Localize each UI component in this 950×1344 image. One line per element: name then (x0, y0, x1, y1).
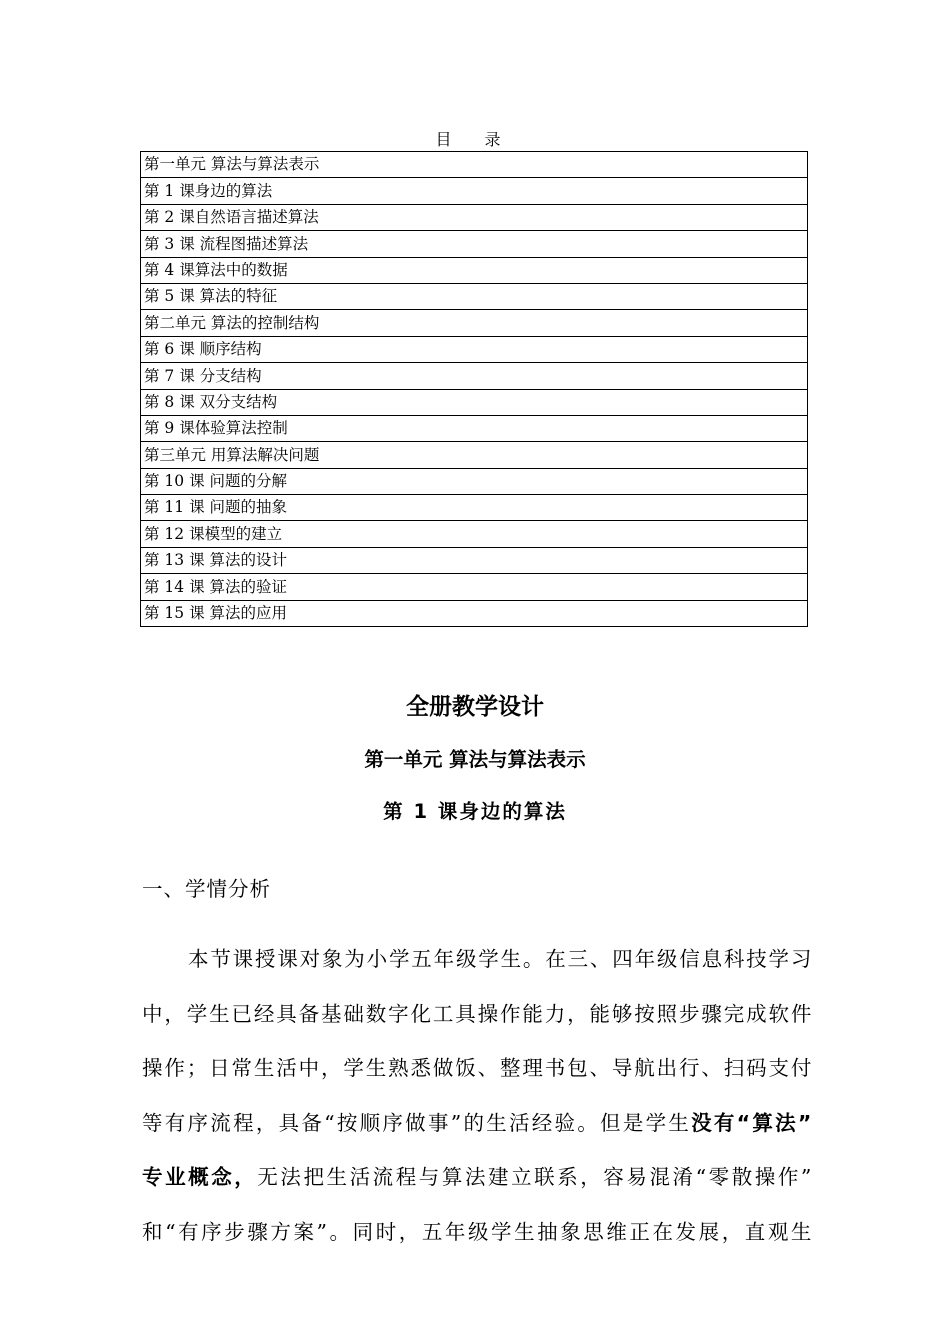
toc-row (141, 283, 808, 309)
toc-row (141, 336, 808, 362)
toc-row (141, 495, 808, 521)
toc-row (141, 204, 808, 230)
toc-row (141, 363, 808, 389)
toc-table (140, 151, 808, 627)
paragraph-line: 操作；日常生活中，学生熟悉做饭、整理书包、导航出行、扫码支付 (142, 1056, 812, 1080)
toc-entry: 第 4 课算法中的数据 (141, 257, 808, 283)
toc-title: 目 录 (435, 130, 515, 149)
toc-row (141, 257, 808, 283)
paragraph-line: 本节课授课对象为小学五年级学生。在三、四年级信息科技学习 (188, 947, 812, 971)
toc-entry: 第 7 课 分支结构 (141, 363, 808, 389)
toc-row (141, 310, 808, 336)
toc-entry: 第 8 课 双分支结构 (141, 389, 808, 415)
toc-entry: 第一单元 算法与算法表示 (141, 152, 808, 178)
toc-row (141, 415, 808, 441)
toc-row (141, 547, 808, 573)
toc-entry: 第二单元 算法的控制结构 (141, 310, 808, 336)
toc-entry: 第 11 课 问题的抽象 (141, 495, 808, 521)
toc-entry: 第 10 课 问题的分解 (141, 468, 808, 494)
toc-entry: 第 3 课 流程图描述算法 (141, 231, 808, 257)
toc-row (141, 389, 808, 415)
emphasis-text: 没有“算法” (691, 1110, 813, 1135)
paragraph-line (142, 1096, 812, 1151)
toc-row (141, 574, 808, 600)
main-title: 全册教学设计 (406, 694, 544, 720)
paragraph-line: 和“有序步骤方案”。同时，五年级学生抽象思维正在发展，直观生 (142, 1219, 812, 1244)
toc-row (141, 442, 808, 468)
toc-row (141, 521, 808, 547)
toc-entry: 第 12 课模型的建立 (141, 521, 808, 547)
toc-body (141, 152, 808, 627)
toc-row (141, 231, 808, 257)
unit-title: 第一单元 算法与算法表示 (364, 748, 586, 771)
analysis-paragraph (142, 932, 812, 1259)
toc-entry: 第 2 课自然语言描述算法 (141, 204, 808, 230)
section-title: 一、学情分析 (142, 877, 271, 901)
toc-entry: 第 5 课 算法的特征 (141, 283, 808, 309)
toc-row (141, 600, 808, 626)
toc-row (141, 178, 808, 204)
paragraph-text: 无法把生活流程与算法建立联系，容易混淆“零散操作” (257, 1165, 813, 1189)
toc-entry: 第 9 课体验算法控制 (141, 415, 808, 441)
toc-row (141, 468, 808, 494)
lesson-title: 第 1 课身边的算法 (383, 800, 567, 823)
emphasis-text: 专业概念， (142, 1165, 258, 1189)
toc-entry: 第 15 课 算法的应用 (141, 600, 808, 626)
paragraph-text: 等有序流程，具备“按顺序做事”的生活经验。但是学生 (142, 1110, 692, 1135)
paragraph-line (142, 1150, 812, 1205)
toc-entry: 第 6 课 顺序结构 (141, 336, 808, 362)
paragraph-line: 中，学生已经具备基础数字化工具操作能力，能够按照步骤完成软件 (142, 1001, 812, 1026)
toc-entry: 第 13 课 算法的设计 (141, 547, 808, 573)
toc-entry: 第 14 课 算法的验证 (141, 574, 808, 600)
toc-row (141, 152, 808, 178)
toc-entry: 第 1 课身边的算法 (141, 178, 808, 204)
toc-entry: 第三单元 用算法解决问题 (141, 442, 808, 468)
